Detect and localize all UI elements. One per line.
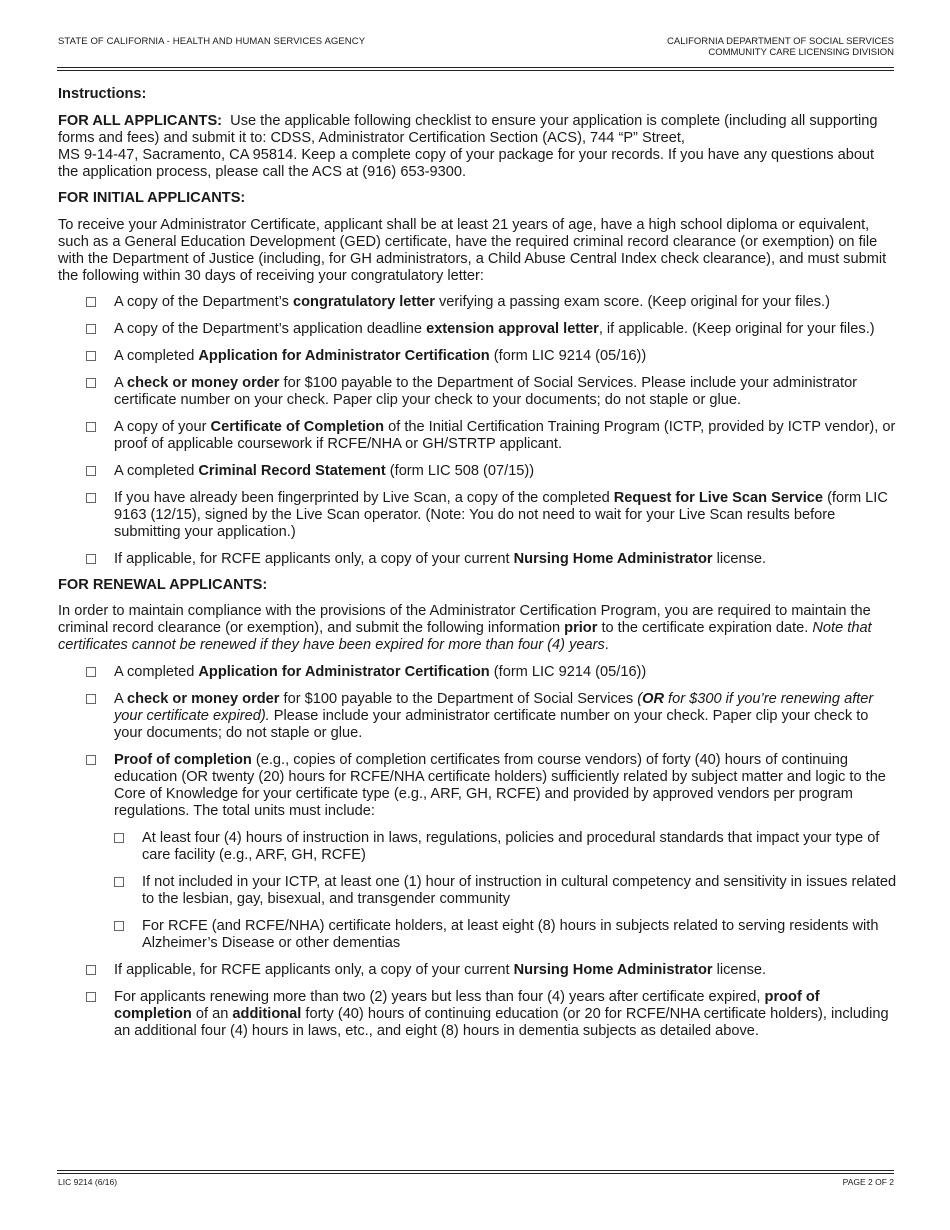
checkbox[interactable]: [114, 877, 124, 887]
initial-heading: FOR INITIAL APPLICANTS:: [58, 190, 246, 206]
item-italic: for $300 if you’re renewing after your certificate expired).: [114, 691, 874, 724]
subitem-text: If not included in your ICTP, at least one (1) hour of instruction in cultural competency and sensitivity in issues related to the lesbian, gay, bisexual, and transgender community: [142, 874, 897, 907]
item-bold: Application for Administrator Certification: [198, 664, 490, 680]
item-text: (form LIC 9163 (12/15), signed by the Live Scan operator. (Note: You do not need to wait for your Live Scan results before submitting your application.): [114, 490, 888, 540]
item-bold: Proof of completion: [114, 752, 252, 768]
intro-text: .: [604, 637, 609, 653]
item-text: forty (40) hours of continuing education (or 20 for RCFE/NHA certificate holders), including an additional four (4) hours in laws, etc., and eight (8) hours in dementia subjects as detailed above.: [114, 1006, 889, 1039]
item-text: for $100 payable to the Department of Social Services. Please include your administrator certificate number on your check. Paper clip your check to your documents; do not staple or glue.: [114, 375, 858, 408]
initial-item-application: [58, 348, 898, 365]
item-bold: congratulatory letter: [293, 294, 435, 310]
item-italic: (: [637, 691, 643, 707]
initial-intro: To receive your Administrator Certificate, applicant shall be at least 21 years of age, have a high school diploma or equivalent, such as a General Education Development (GED) certificate, have the required criminal record clearance (or exemption) on file with the Department of Justice (including, for GH administrators, a Child Abuse Central Index check clearance), and must submit the following within 30 days of receiving your congratulatory letter:: [58, 217, 887, 284]
header-rule-top: [57, 67, 894, 68]
header-department-line2: COMMUNITY CARE LICENSING DIVISION: [708, 47, 894, 58]
header-agency: STATE OF CALIFORNIA - HEALTH AND HUMAN SERVICES AGENCY: [58, 36, 366, 47]
intro-text: to the certificate expiration date.: [597, 620, 813, 636]
item-text: If applicable, for RCFE applicants only, a copy of your current: [114, 551, 514, 567]
item-text: A copy of your: [114, 419, 211, 435]
initial-item-live-scan: [58, 490, 898, 541]
footer-page-number: PAGE 2 OF 2: [842, 1177, 894, 1187]
intro-italic-note: Note that certificates cannot be renewed if they have been expired for more than four (4) years: [58, 620, 872, 653]
item-bold: Certificate of Completion: [210, 419, 385, 435]
checkbox[interactable]: [86, 324, 96, 334]
footer-form-number: LIC 9214 (6/16): [58, 1177, 118, 1187]
item-text: A copy of the Department’s: [114, 294, 294, 310]
subitem-text: For RCFE (and RCFE/NHA) certificate holders, at least eight (8) hours in subjects related to serving residents with Alzheimer’s Disease or other dementias: [142, 918, 879, 951]
form-content: [58, 86, 898, 1040]
item-bold: proof of completion: [114, 989, 820, 1022]
item-text: for $100 payable to the Department of Social Services: [279, 691, 638, 707]
renewal-heading: FOR RENEWAL APPLICANTS:: [58, 577, 268, 593]
checkbox[interactable]: [86, 554, 96, 564]
header-department-line1: CALIFORNIA DEPARTMENT OF SOCIAL SERVICES: [667, 36, 894, 47]
checkbox[interactable]: [86, 351, 96, 361]
item-bold: Request for Live Scan Service: [613, 490, 824, 506]
item-text: Please include your administrator certificate number on your check. Paper clip your check to your documents; do not staple or glue.: [114, 708, 869, 741]
initial-item-extension-letter: [58, 321, 898, 338]
checkbox[interactable]: [86, 667, 96, 677]
item-bold: additional: [232, 1006, 302, 1022]
instructions-title: Instructions:: [58, 86, 147, 102]
item-text: of an: [191, 1006, 233, 1022]
all-applicants-label: FOR ALL APPLICANTS:: [58, 113, 223, 129]
item-bold: Application for Administrator Certification: [198, 348, 490, 364]
renewal-item-proof-of-completion: [58, 752, 898, 820]
checkbox[interactable]: [86, 378, 96, 388]
item-text: A completed: [114, 463, 199, 479]
item-text: (form LIC 9214 (05/16)): [489, 664, 647, 680]
renewal-subitem-cultural-competency: [58, 874, 898, 908]
checkbox[interactable]: [86, 493, 96, 503]
renewal-item-nha-license: [58, 962, 898, 979]
item-bold-italic: OR: [642, 691, 664, 707]
renewal-item-check: [58, 691, 898, 742]
item-text: A: [114, 375, 127, 391]
checkbox[interactable]: [86, 694, 96, 704]
item-text: A completed: [114, 348, 199, 364]
all-applicants-text: Use the applicable following checklist to ensure your application is complete (including all supporting forms and fees) and submit it to: CDSS, Administrator Certification Section (ACS), 744 “P” Street,: [58, 113, 878, 146]
initial-item-congratulatory-letter: [58, 294, 898, 311]
checkbox[interactable]: [86, 422, 96, 432]
header-department: [667, 36, 894, 58]
renewal-intro: [58, 603, 898, 654]
renewal-item-application: [58, 664, 898, 681]
item-bold: Criminal Record Statement: [198, 463, 386, 479]
checkbox[interactable]: [86, 965, 96, 975]
item-text: verifying a passing exam score. (Keep original for your files.): [434, 294, 830, 310]
item-text: license.: [712, 962, 767, 978]
item-bold: check or money order: [126, 691, 280, 707]
initial-item-certificate-completion: [58, 419, 898, 453]
item-text: A copy of the Department’s application deadline: [114, 321, 427, 337]
item-bold: extension approval letter: [426, 321, 599, 337]
item-text: (form LIC 9214 (05/16)): [489, 348, 647, 364]
item-bold: Nursing Home Administrator: [513, 962, 713, 978]
item-text: (e.g., copies of completion certificates from course vendors) of forty (40) hours of continuing education (OR twenty (20) hours for RCFE/NHA certificate holders) sufficiently related by subject matter and logic to the Core of Knowledge for your certificate type (e.g., ARF, GH, RCFE) and provided by approved vendors per program regulations. The total units must include:: [114, 752, 886, 819]
all-applicants-paragraph: [58, 113, 898, 181]
footer-rule-top: [57, 1170, 894, 1171]
item-text: A: [114, 691, 127, 707]
item-bold: check or money order: [126, 375, 280, 391]
renewal-subitem-dementia: [58, 918, 898, 952]
initial-item-nha-license: [58, 551, 898, 568]
item-text: (form LIC 508 (07/15)): [385, 463, 535, 479]
subitem-text: At least four (4) hours of instruction in laws, regulations, policies and procedural standards that impact your type of care facility (e.g., ARF, GH, RCFE): [142, 830, 880, 863]
item-text: , if applicable. (Keep original for your files.): [598, 321, 875, 337]
checkbox[interactable]: [86, 297, 96, 307]
item-bold: Nursing Home Administrator: [513, 551, 713, 567]
initial-item-check: [58, 375, 898, 409]
checkbox[interactable]: [114, 833, 124, 843]
item-text: A completed: [114, 664, 199, 680]
all-applicants-text2: MS 9-14-47, Sacramento, CA 95814. Keep a complete copy of your package for your records. If you have any questions about the application process, please call the ACS at (916) 653-9300.: [58, 147, 875, 180]
renewal-subitem-laws: [58, 830, 898, 864]
checkbox[interactable]: [86, 466, 96, 476]
checkbox[interactable]: [114, 921, 124, 931]
checkbox[interactable]: [86, 755, 96, 765]
item-text: If applicable, for RCFE applicants only, a copy of your current: [114, 962, 514, 978]
item-text: For applicants renewing more than two (2) years but less than four (4) years after certificate expired,: [114, 989, 765, 1005]
header-rule-bottom: [57, 70, 894, 71]
initial-item-criminal-record: [58, 463, 898, 480]
item-text: If you have already been fingerprinted by Live Scan, a copy of the completed: [114, 490, 614, 506]
intro-bold: prior: [564, 620, 598, 636]
item-text: license.: [712, 551, 767, 567]
checkbox[interactable]: [86, 992, 96, 1002]
renewal-item-additional-hours: [58, 989, 898, 1040]
intro-text: In order to maintain compliance with the provisions of the Administrator Certification Program, you are required to maintain the criminal record clearance (or exemption), and submit the following information: [58, 603, 871, 636]
item-text: of the Initial Certification Training Program (ICTP, provided by ICTP vendor), or proof of applicable coursework if RCFE/NHA or GH/STRTP applicant.: [114, 419, 896, 452]
footer-rule-bottom: [57, 1173, 894, 1174]
